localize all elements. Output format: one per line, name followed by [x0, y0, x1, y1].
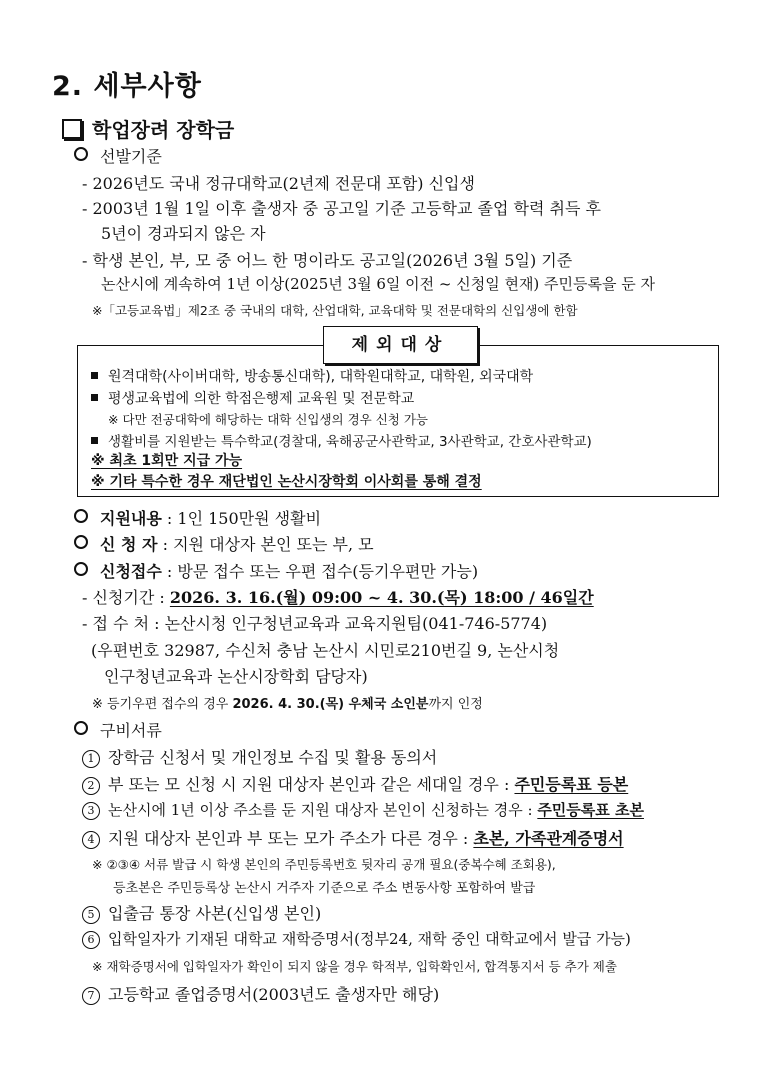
reception-label: 신청접수 [100, 562, 162, 581]
application-period: - 신청기간 : 2026. 3. 16.(월) 09:00 ~ 4. 30.(목) 18:00 / 46일간 [82, 588, 594, 607]
section-title: 2. 세부사항 [52, 71, 202, 102]
scholarship-heading [62, 114, 234, 143]
application-period-value: 2026. 3. 16.(월) 09:00 ~ 4. 30.(목) 18:00 / 46일간 [169, 588, 594, 607]
document-item: 2 부 또는 모 신청 시 지원 대상자 본인과 같은 세대일 경우 : 주민등록표 등본 [82, 772, 628, 795]
circled-number-icon: 4 [82, 831, 100, 849]
square-bullet-icon [91, 372, 98, 379]
circle-bullet-icon [74, 147, 88, 161]
exclusion-note: ※ 최초 1회만 지급 가능 [91, 453, 243, 469]
applicant-row [74, 532, 374, 555]
document-item: 3 논산시에 1년 이상 주소를 둔 지원 대상자 본인이 신청하는 경우 : 주민등록표 초본 [82, 799, 644, 820]
circled-number-icon: 2 [82, 777, 100, 795]
reception-value: : 방문 접수 또는 우편 접수(등기우편만 가능) [166, 562, 479, 581]
square-bullet-icon [91, 394, 98, 401]
circled-number-icon: 1 [82, 750, 100, 768]
documents-note: 등초본은 주민등록상 논산시 거주자 기준으로 주소 변동사항 포함하여 발급 [113, 881, 536, 896]
exclusion-title: 제외대상 [323, 326, 478, 364]
selection-item: - 학생 본인, 부, 모 중 어느 한 명이라도 공고일(2026년 3월 5일) 기준 [82, 251, 573, 270]
circled-number-icon: 7 [82, 987, 100, 1005]
exclusion-bullet: 원격대학(사이버대학, 방송통신대학), 대학원대학교, 대학원, 외국대학 [91, 366, 533, 386]
document-item: 6 입학일자가 기재된 대학교 재학증명서(정부24, 재학 중인 대학교에서 발급 가능) [82, 928, 631, 949]
exclusion-sub-note: ※ 다만 전공대학에 해당하는 대학 신입생의 경우 신청 가능 [108, 412, 428, 427]
selection-item: 5년이 경과되지 않은 자 [101, 224, 266, 243]
document-item: 4 지원 대상자 본인과 부 또는 모가 주소가 다른 경우 : 초본, 가족관계증명서 [82, 826, 624, 849]
documents-label: 구비서류 [74, 718, 162, 741]
reception-row [74, 559, 478, 582]
document-item: 5 입출금 통장 사본(신입생 본인) [82, 901, 321, 924]
circled-number-icon: 6 [82, 931, 100, 949]
selection-item: - 2003년 1월 1일 이후 출생자 중 공고일 기준 고등학교 졸업 학력 취득 후 [82, 199, 602, 218]
checkbox-square-icon [62, 119, 82, 139]
exclusion-bullet: 생활비를 지원받는 특수학교(경찰대, 육해공군사관학교, 3사관학교, 간호사관학교) [91, 430, 592, 450]
support-value: : 1인 150만원 생활비 [166, 509, 322, 528]
square-bullet-icon [91, 437, 98, 444]
mail-note: ※ 등기우편 접수의 경우 2026. 4. 30.(목) 우체국 소인분까지 인정 [92, 697, 483, 712]
documents-note: ※ 재학증명서에 입학일자가 확인이 되지 않을 경우 학적부, 입학확인서, 합격통지서 등 추가 제출 [92, 959, 617, 974]
applicant-value: : 지원 대상자 본인 또는 부, 모 [162, 535, 374, 554]
reception-address: (우편번호 32987, 수신처 충남 논산시 시민로210번길 9, 논산시청 [91, 641, 560, 660]
exclusion-bullet: 평생교육법에 의한 학점은행제 교육원 및 전문학교 [91, 388, 414, 408]
selection-criteria-label: 선발기준 [74, 144, 162, 167]
circled-number-icon: 5 [82, 906, 100, 924]
support-row [74, 506, 321, 529]
selection-item: 논산시에 계속하여 1년 이상(2025년 3월 6일 이전 ~ 신청일 현재) 주민등록을 둔 자 [101, 275, 656, 293]
circle-bullet-icon [74, 535, 88, 549]
document-item: 1 장학금 신청서 및 개인정보 수집 및 활용 동의서 [82, 745, 437, 768]
documents-note: ※ ②③④ 서류 발급 시 학생 본인의 주민등록번호 뒷자리 공개 필요(중복수혜 조회용), [92, 857, 556, 872]
support-label: 지원내용 [100, 509, 162, 528]
applicant-label: 신 청 자 [100, 535, 158, 554]
document-item: 7 고등학교 졸업증명서(2003년도 출생자만 해당) [82, 982, 439, 1005]
exclusion-note: ※ 기타 특수한 경우 재단법인 논산시장학회 이사회를 통해 결정 [91, 474, 482, 490]
selection-note: ※「고등교육법」제2조 중 국내의 대학, 산업대학, 교육대학 및 전문대학의 신입생에 한함 [92, 303, 578, 318]
circle-bullet-icon [74, 509, 88, 523]
scholarship-heading-text: 학업장려 장학금 [92, 118, 235, 142]
reception-place: - 접 수 처 : 논산시청 인구청년교육과 교육지원팀(041-746-5774) [82, 614, 548, 633]
circle-bullet-icon [74, 562, 88, 576]
circled-number-icon: 3 [82, 802, 100, 820]
selection-item: - 2026년도 국내 정규대학교(2년제 전문대 포함) 신입생 [82, 174, 475, 193]
reception-address: 인구청년교육과 논산시장학회 담당자) [104, 667, 368, 686]
circle-bullet-icon [74, 721, 88, 735]
